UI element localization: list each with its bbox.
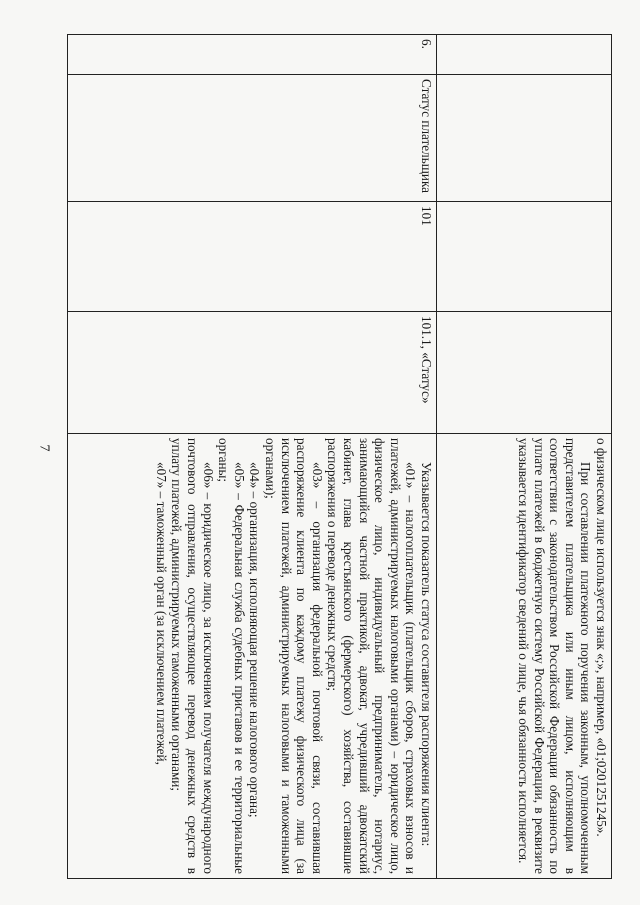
cell-number: 6. (68, 35, 437, 75)
page-number: 7 (36, 444, 52, 452)
cell-name (437, 75, 612, 202)
description-paragraph: Указывается показатель статуса составителя распоряжения клиента: (419, 462, 434, 847)
cell-description (68, 434, 437, 879)
description-paragraph: «07» – таможенный орган (за исключением платежей, (153, 462, 169, 765)
requisites-table (67, 34, 612, 879)
cell-field-no (437, 202, 612, 312)
table-row (68, 35, 437, 879)
cell-field-no: 101 (68, 202, 437, 312)
cell-field-name (437, 312, 612, 434)
description-paragraph: «03» – организация федеральной почтовой связи, составившая распоряжение клиента по каждому платежу физического лица (за исключением платежей, администрируемых налоговыми и таможенными органами); (263, 438, 325, 874)
rotated-page (67, 34, 612, 878)
cell-description (437, 434, 612, 879)
table-row (437, 35, 612, 879)
description-paragraph: «05» – Федеральная служба судебных приставов и ее территориальные органы; (216, 438, 247, 874)
description-paragraph: «04» – организация, исполняющая решение налогового органа; (247, 462, 263, 818)
cell-name: Статус плательщика (68, 75, 437, 202)
description-paragraph: «06» – юридическое лицо, за исключением получателя международного почтового отправления, осуществляющее перевод денежных средств в уплату платежей, администрируемых таможенными органами; (169, 438, 216, 874)
cell-field-name: 101.1, «Статус» (68, 312, 437, 434)
description-paragraph: о физическом лице используется знак «;», например, «01;0201251245». (594, 438, 609, 837)
description-paragraph: «01» – налогоплательщик (плательщик сборов, страховых взносов и платежей, администрируемых налоговыми органами) – юридическое лицо, физическое лицо, индивидуальный предприниматель, нотариус, занимающийся частной практикой, адвокат, учредивший адвокатский кабинет, глава крестьянского (фермерского) хозяйства, составившие распоряжения о переводе денежных средств; (325, 438, 419, 874)
cell-number (437, 35, 612, 75)
description-paragraph: При составлении платежного поручения законным, уполномоченным представителем плательщика или иным лицом, исполняющим в соответствии с законодательством Российской Федерации обязанность по уплате платежей в бюджетную систему Российской Федерации, в реквизите указывается идентификатор сведений о лице, чья обязанность исполняется. (516, 438, 594, 874)
